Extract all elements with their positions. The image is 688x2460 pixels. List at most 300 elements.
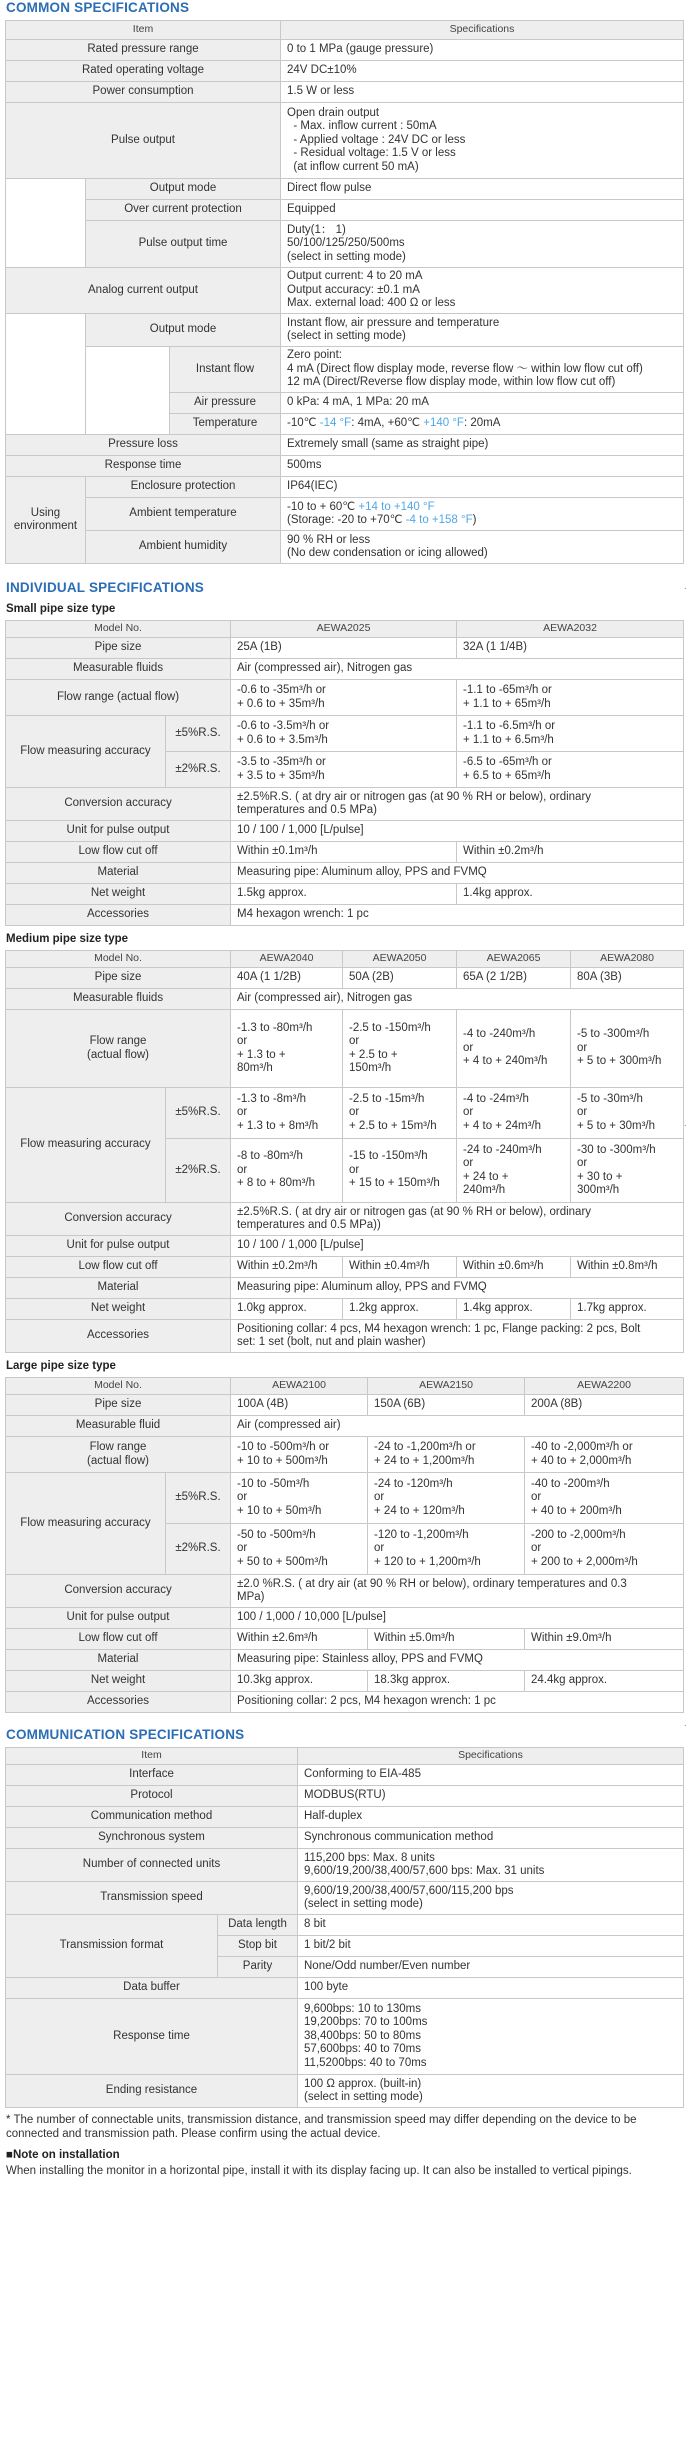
row-value <box>281 103 684 179</box>
row-label: Pulse output <box>6 103 281 179</box>
row-label: Flow range (actual flow) <box>6 680 231 716</box>
value-line: or <box>374 1491 385 1504</box>
row-label: Measurable fluid <box>6 1416 231 1437</box>
table-row <box>6 1629 684 1650</box>
row-label: Material <box>6 863 231 884</box>
value-line: + 24 to + 120m³/h <box>374 1504 465 1517</box>
row-value <box>298 1882 684 1915</box>
value-line: -1.3 to -8m³/h <box>237 1092 307 1105</box>
table-row <box>6 788 684 821</box>
table-row <box>6 498 684 531</box>
row-sublabel: ±5%R.S. <box>166 1473 231 1524</box>
row-value <box>457 1010 571 1088</box>
edge-mark: · <box>683 583 687 594</box>
value-line: or <box>531 1491 542 1504</box>
value-line: 9,600/19,200/38,400/57,600/115,200 bps <box>304 1884 514 1897</box>
row-value <box>231 716 457 752</box>
row-value <box>457 752 684 788</box>
value-line: 9,600/19,200/38,400/57,600 bps: Max. 31 units <box>304 1865 545 1877</box>
table-row <box>6 1575 684 1608</box>
table-row <box>6 1437 684 1473</box>
value-line: or <box>374 1542 385 1555</box>
value-line: -30 to -300m³/h <box>577 1143 656 1156</box>
row-value <box>571 1139 684 1203</box>
table-row <box>6 314 684 347</box>
table-row <box>6 1765 684 1786</box>
row-label: Ambient humidity <box>86 531 281 564</box>
value-line: or <box>531 1542 542 1555</box>
value-line: -24 to -1,200m³/h or <box>374 1441 476 1453</box>
row-label: Ending resistance <box>6 2075 298 2108</box>
value-line <box>287 501 677 515</box>
value-part: (Storage: -20 to +70℃ <box>287 514 406 526</box>
value-line: 11,5200bps: 40 to 70ms <box>304 2056 427 2069</box>
row-value <box>231 788 684 821</box>
value-line: -3.5 to -35m³/h or <box>237 756 326 768</box>
value-part: : 4mA, +60℃ <box>351 417 424 430</box>
row-value <box>525 1524 684 1575</box>
table-row <box>6 1257 684 1278</box>
value-line: (select in setting mode) <box>287 330 406 342</box>
value-line: - Applied voltage : 24V DC or less <box>287 133 466 146</box>
model-header: AEWA2040 <box>231 951 343 968</box>
value-line: or <box>237 1035 248 1047</box>
table-row <box>6 680 684 716</box>
table-row <box>6 1608 684 1629</box>
value-line: temperatures and 0.5 MPa) <box>237 804 378 816</box>
value-line: MPa) <box>237 1591 265 1603</box>
value-line: ±2.0 %R.S. ( at dry air (at 90 % RH or below), ordinary temperatures and 0.3 <box>237 1577 627 1590</box>
individual-specifications-title: INDIVIDUAL SPECIFICATIONS <box>6 580 205 595</box>
value-line: Max. external load: 400 Ω or less <box>287 297 456 310</box>
row-label: Ambient temperature <box>86 498 281 531</box>
row-label: Pipe size <box>6 1395 231 1416</box>
value-line: Output accuracy: ±0.1 mA <box>287 283 420 296</box>
row-value: 150A (6B) <box>368 1395 525 1416</box>
row-label: Accessories <box>6 1320 231 1353</box>
value-line: + 30 to + <box>577 1170 623 1183</box>
value-line: -0.6 to -35m³/h or <box>237 684 326 696</box>
blank-cell <box>6 314 86 435</box>
row-value <box>457 716 684 752</box>
value-line: + 1.3 to + <box>237 1048 286 1061</box>
label-line: (actual flow) <box>87 1454 149 1467</box>
value-line: + 1.1 to + 65m³/h <box>463 697 551 710</box>
row-value: 500ms <box>281 456 684 477</box>
row-label: Conversion accuracy <box>6 788 231 821</box>
value-line: - Residual voltage: 1.5 V or less <box>287 147 456 160</box>
installation-note-title: ■Note on installation <box>6 2149 120 2161</box>
value-line: + 10 to + 50m³/h <box>237 1504 322 1517</box>
table-row <box>6 268 684 314</box>
row-value <box>368 1437 525 1473</box>
row-value: IP64(IEC) <box>281 477 684 498</box>
value-line: - Max. inflow current : 50mA <box>287 120 437 133</box>
value-line: 9,600bps: 10 to 130ms <box>304 2002 421 2015</box>
row-value: 0 to 1 MPa (gauge pressure) <box>281 40 684 61</box>
row-value: 100 / 1,000 / 10,000 [L/pulse] <box>231 1608 684 1629</box>
value-line: + 24 to + <box>463 1170 509 1183</box>
table-row <box>6 968 684 989</box>
row-label <box>6 1437 231 1473</box>
value-line: 80m³/h <box>237 1062 273 1074</box>
value-line: + 40 to + 200m³/h <box>531 1504 622 1517</box>
value-line: -40 to -2,000m³/h or <box>531 1441 633 1453</box>
row-value <box>281 498 684 531</box>
table-row <box>6 456 684 477</box>
row-value: 8 bit <box>298 1915 684 1936</box>
blank-cell <box>6 179 86 268</box>
footnote-line: * The number of connectable units, transmission distance, and transmission speed may differ depending on the device to be <box>6 2114 637 2126</box>
value-line: 240m³/h <box>463 1184 506 1196</box>
row-value: Measuring pipe: Aluminum alloy, PPS and FVMQ <box>231 1278 684 1299</box>
row-sublabel: Data length <box>218 1915 298 1936</box>
row-value <box>281 531 684 564</box>
row-label: Transmission speed <box>6 1882 298 1915</box>
installation-note-text: When installing the monitor in a horizontal pipe, install it with its display facing up. It can also be installed to vertical pipings. <box>6 2165 632 2177</box>
row-value <box>298 1999 684 2075</box>
row-value: 25A (1B) <box>231 638 457 659</box>
row-label: Interface <box>6 1765 298 1786</box>
value-line: or <box>463 1157 474 1169</box>
row-value <box>525 1437 684 1473</box>
row-label: Enclosure protection <box>86 477 281 498</box>
fahrenheit-value: -14 °F <box>319 417 352 430</box>
row-value: Air (compressed air), Nitrogen gas <box>231 659 684 680</box>
row-label: Response time <box>6 456 281 477</box>
row-value: 1.4kg approx. <box>457 884 684 905</box>
value-line: (select in setting mode) <box>304 1898 423 1910</box>
row-sublabel: ±5%R.S. <box>166 1088 231 1139</box>
fahrenheit-value: +14 to +140 °F <box>358 500 435 513</box>
model-header: AEWA2032 <box>457 621 684 638</box>
row-label: Net weight <box>6 1299 231 1320</box>
row-label: Analog current output <box>6 268 281 314</box>
row-label: Temperature <box>170 414 281 435</box>
row-value <box>525 1473 684 1524</box>
table-row <box>6 61 684 82</box>
header-specifications: Specifications <box>298 1748 684 1765</box>
row-value: Synchronous communication method <box>298 1828 684 1849</box>
value-line: + 2.5 to + 15m³/h <box>349 1119 437 1132</box>
row-label: Net weight <box>6 1671 231 1692</box>
row-sublabel: Stop bit <box>218 1936 298 1957</box>
model-header: AEWA2200 <box>525 1378 684 1395</box>
table-row <box>6 82 684 103</box>
value-line: or <box>577 1106 588 1119</box>
row-value: Positioning collar: 2 pcs, M4 hexagon wrench: 1 pc <box>231 1692 684 1713</box>
row-value: Within ±2.6m³/h <box>231 1629 368 1650</box>
value-line: + 4 to + 240m³/h <box>463 1055 548 1068</box>
table-row <box>6 716 684 752</box>
value-part: ) <box>472 514 477 526</box>
row-label: Pressure loss <box>6 435 281 456</box>
value-line: -5 to -300m³/h <box>577 1028 650 1041</box>
communication-spec-table <box>5 1747 684 2108</box>
table-row <box>6 1320 684 1353</box>
value-line: + 40 to + 2,000m³/h <box>531 1454 632 1467</box>
table-row <box>6 659 684 680</box>
header-item: Item <box>6 21 281 40</box>
model-header: AEWA2080 <box>571 951 684 968</box>
value-line: -120 to -1,200m³/h <box>374 1528 469 1541</box>
value-line: (at inflow current 50 mA) <box>287 160 419 173</box>
row-label: Rated pressure range <box>6 40 281 61</box>
row-value: Measuring pipe: Stainless alloy, PPS and FVMQ <box>231 1650 684 1671</box>
row-value <box>231 752 457 788</box>
value-line: or <box>463 1106 474 1119</box>
value-line: + 200 to + 2,000m³/h <box>531 1555 638 1568</box>
row-value: 24V DC±10% <box>281 61 684 82</box>
row-value <box>343 1010 457 1088</box>
value-line: -10 to -500m³/h or <box>237 1441 330 1453</box>
row-value: M4 hexagon wrench: 1 pc <box>231 905 684 926</box>
table-row <box>6 2075 684 2108</box>
value-part: -10 to + 60℃ <box>287 500 359 513</box>
row-label: Rated operating voltage <box>6 61 281 82</box>
value-line: -200 to -2,000m³/h <box>531 1528 626 1541</box>
row-label: Over current protection <box>86 200 281 221</box>
row-value: Extremely small (same as straight pipe) <box>281 435 684 456</box>
value-line: -4 to -240m³/h <box>463 1028 536 1041</box>
value-line: + 15 to + 150m³/h <box>349 1177 440 1190</box>
row-label: Low flow cut off <box>6 1629 231 1650</box>
row-label: Measurable fluids <box>6 989 231 1010</box>
value-line: + 0.6 to + 3.5m³/h <box>237 733 328 746</box>
value-line: or <box>237 1491 248 1504</box>
row-value <box>231 1010 343 1088</box>
table-header-row <box>6 951 684 968</box>
table-row <box>6 40 684 61</box>
row-value <box>298 1849 684 1882</box>
value-line: -6.5 to -65m³/h or <box>463 756 552 768</box>
row-label: Low flow cut off <box>6 842 231 863</box>
table-row <box>6 179 684 200</box>
table-row <box>6 477 684 498</box>
row-value <box>231 1473 368 1524</box>
table-row <box>6 103 684 179</box>
row-value: Air (compressed air), Nitrogen gas <box>231 989 684 1010</box>
value-line: -2.5 to -15m³/h <box>349 1092 425 1105</box>
row-label: Instant flow <box>170 347 281 393</box>
row-label: Communication method <box>6 1807 298 1828</box>
value-line: -5 to -30m³/h <box>577 1092 643 1105</box>
table-row <box>6 221 684 268</box>
row-value <box>343 1139 457 1203</box>
row-value <box>231 1524 368 1575</box>
value-line: 150m³/h <box>349 1062 392 1074</box>
value-line: + 3.5 to + 35m³/h <box>237 769 325 782</box>
row-value: Within ±9.0m³/h <box>525 1629 684 1650</box>
row-value <box>571 1088 684 1139</box>
value-line: + 5 to + 30m³/h <box>577 1119 656 1132</box>
value-line: or <box>237 1106 248 1119</box>
row-value <box>281 314 684 347</box>
value-line: ±2.5%R.S. ( at dry air or nitrogen gas (at 90 % RH or below), ordinary <box>237 1205 592 1218</box>
row-label: Conversion accuracy <box>6 1575 231 1608</box>
model-header: AEWA2065 <box>457 951 571 968</box>
fahrenheit-value: +140 °F <box>423 417 464 430</box>
table-row <box>6 1692 684 1713</box>
row-value: Within ±0.2m³/h <box>457 842 684 863</box>
value-part: : 20mA <box>463 417 501 430</box>
value-line: -10 to -50m³/h <box>237 1477 310 1490</box>
footnote-line: connected and transmission path. Please confirm using the actual device. <box>6 2128 381 2140</box>
value-line: -2.5 to -150m³/h <box>349 1021 431 1034</box>
table-row <box>6 1088 684 1139</box>
table-row <box>6 1416 684 1437</box>
row-sublabel: ±2%R.S. <box>166 752 231 788</box>
row-value <box>281 347 684 393</box>
row-value <box>231 1575 684 1608</box>
row-label: Accessories <box>6 1692 231 1713</box>
value-line: + 2.5 to + <box>349 1048 398 1061</box>
value-line: + 10 to + 500m³/h <box>237 1454 328 1467</box>
table-header-row <box>6 21 684 40</box>
row-label: Flow measuring accuracy <box>6 1473 166 1575</box>
row-value: 1.7kg approx. <box>571 1299 684 1320</box>
row-value <box>457 1139 571 1203</box>
value-line: Duty(1： 1) <box>287 223 346 236</box>
model-label: Model No. <box>6 951 231 968</box>
row-value: 1.0kg approx. <box>231 1299 343 1320</box>
row-value <box>281 268 684 314</box>
row-label: Air pressure <box>170 393 281 414</box>
value-line: or <box>577 1157 588 1169</box>
row-value <box>231 1203 684 1236</box>
row-label: Transmission format <box>6 1915 218 1978</box>
row-value: Measuring pipe: Aluminum alloy, PPS and FVMQ <box>231 863 684 884</box>
row-value: MODBUS(RTU) <box>298 1786 684 1807</box>
value-line <box>287 514 677 528</box>
value-line: + 6.5 to + 65m³/h <box>463 769 551 782</box>
table-row <box>6 842 684 863</box>
row-value: 0 kPa: 4 mA, 1 MPa: 20 mA <box>281 393 684 414</box>
fahrenheit-value: -4 to +158 °F <box>405 514 473 526</box>
medium-pipe-subtitle: Medium pipe size type <box>6 933 129 945</box>
model-label: Model No. <box>6 621 231 638</box>
row-value: Conforming to EIA-485 <box>298 1765 684 1786</box>
row-value: Direct flow pulse <box>281 179 684 200</box>
value-line: set: 1 set (bolt, nut and plain washer) <box>237 1336 426 1348</box>
row-label: Response time <box>6 1999 298 2075</box>
row-value <box>231 1088 343 1139</box>
table-row <box>6 638 684 659</box>
row-value: 24.4kg approx. <box>525 1671 684 1692</box>
row-label: Material <box>6 1650 231 1671</box>
row-value: 65A (2 1/2B) <box>457 968 571 989</box>
value-line: temperatures and 0.5 MPa)) <box>237 1219 381 1231</box>
table-row <box>6 1915 684 1936</box>
row-value <box>368 1524 525 1575</box>
value-line: -4 to -24m³/h <box>463 1092 529 1105</box>
value-part: -10℃ <box>287 417 320 430</box>
value-line: + 1.1 to + 6.5m³/h <box>463 733 554 746</box>
model-header: AEWA2050 <box>343 951 457 968</box>
value-line: + 120 to + 1,200m³/h <box>374 1555 481 1568</box>
row-value <box>231 680 457 716</box>
row-value: 1.5kg approx. <box>231 884 457 905</box>
common-spec-table <box>5 20 684 564</box>
row-label: Measurable fluids <box>6 659 231 680</box>
header-item: Item <box>6 1748 298 1765</box>
table-row <box>6 200 684 221</box>
row-value: 10 / 100 / 1,000 [L/pulse] <box>231 821 684 842</box>
row-value: 10.3kg approx. <box>231 1671 368 1692</box>
value-line: + 1.3 to + 8m³/h <box>237 1119 319 1132</box>
row-value: Within ±0.2m³/h <box>231 1257 343 1278</box>
table-row <box>6 1828 684 1849</box>
label-line: Flow range <box>89 1035 147 1047</box>
row-label: Power consumption <box>6 82 281 103</box>
table-row <box>6 1978 684 1999</box>
row-label: Flow measuring accuracy <box>6 716 166 788</box>
value-line: -1.1 to -65m³/h or <box>463 684 552 696</box>
row-value: 32A (1 1/4B) <box>457 638 684 659</box>
value-line: 300m³/h <box>577 1184 620 1196</box>
table-header-row <box>6 1748 684 1765</box>
large-pipe-table <box>5 1377 684 1713</box>
model-header: AEWA2025 <box>231 621 457 638</box>
table-row <box>6 1882 684 1915</box>
row-label: Unit for pulse output <box>6 821 231 842</box>
value-line: Output current: 4 to 20 mA <box>287 270 423 283</box>
value-line: -8 to -80m³/h <box>237 1150 303 1163</box>
table-row <box>6 1395 684 1416</box>
row-value: 100 byte <box>298 1978 684 1999</box>
row-label: Net weight <box>6 884 231 905</box>
table-row <box>6 1010 684 1088</box>
value-line: or <box>349 1163 360 1176</box>
value-line: -15 to -150m³/h <box>349 1150 428 1163</box>
row-label: Protocol <box>6 1786 298 1807</box>
value-line: -24 to -240m³/h <box>463 1143 542 1156</box>
row-label: Synchronous system <box>6 1828 298 1849</box>
table-row <box>6 863 684 884</box>
row-value: Equipped <box>281 200 684 221</box>
row-value <box>457 1088 571 1139</box>
table-row <box>6 989 684 1010</box>
row-label: Output mode <box>86 314 281 347</box>
row-value: Within ±5.0m³/h <box>368 1629 525 1650</box>
row-label: Unit for pulse output <box>6 1236 231 1257</box>
medium-pipe-table <box>5 950 684 1353</box>
value-line: Positioning collar: 4 pcs, M4 hexagon wrench: 1 pc, Flange packing: 2 pcs, Bolt <box>237 1322 641 1335</box>
value-line: 90 % RH or less <box>287 533 371 546</box>
value-line: or <box>463 1041 474 1054</box>
table-row <box>6 1849 684 1882</box>
row-label: Low flow cut off <box>6 1257 231 1278</box>
value-line: Open drain output <box>287 106 380 119</box>
value-line: 57,600bps: 40 to 70ms <box>304 2043 421 2056</box>
row-value: 40A (1 1/2B) <box>231 968 343 989</box>
value-line: (select in setting mode) <box>304 2091 423 2103</box>
row-value <box>343 1088 457 1139</box>
table-row <box>6 1203 684 1236</box>
value-line: -0.6 to -3.5m³/h or <box>237 720 330 732</box>
small-pipe-table <box>5 620 684 926</box>
label-line: Flow range <box>89 1441 147 1453</box>
row-value <box>571 1010 684 1088</box>
value-line: 12 mA (Direct/Reverse flow display mode, within low flow cut off) <box>287 376 616 389</box>
row-label: Material <box>6 1278 231 1299</box>
value-line: (No dew condensation or icing allowed) <box>287 547 488 559</box>
table-row <box>6 347 684 393</box>
value-line: + 24 to + 1,200m³/h <box>374 1454 475 1467</box>
row-value <box>231 1320 684 1353</box>
value-line: + 50 to + 500m³/h <box>237 1555 328 1568</box>
row-label: Using environment <box>6 477 86 564</box>
